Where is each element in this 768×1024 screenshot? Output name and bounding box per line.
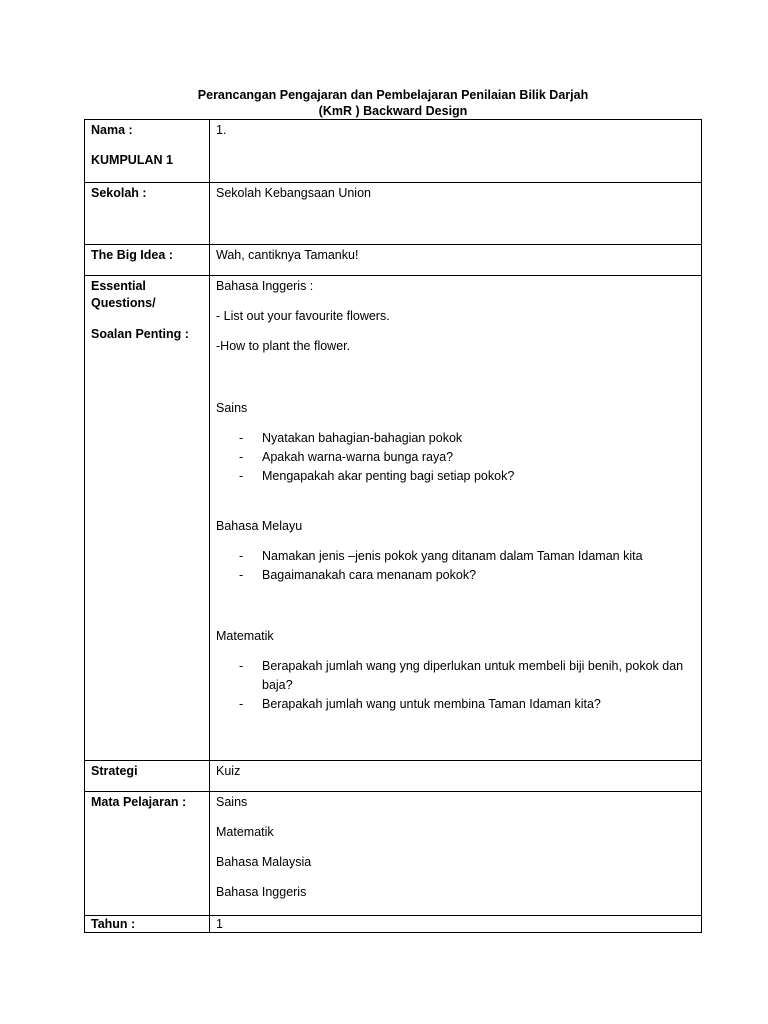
tahun-value: 1	[216, 917, 223, 931]
list-item: - Namakan jenis –jenis pokok yang ditanam dalam Taman Idaman kita	[262, 547, 695, 566]
list-item: - Berapakah jumlah wang yng diperlukan untuk membeli biji benih, pokok dan baja?	[262, 657, 695, 695]
list-item: - Bagaimanakah cara menanam pokok?	[262, 566, 695, 585]
matematik-heading: Matematik	[216, 629, 274, 643]
matematik-list	[216, 657, 695, 714]
row-essential-questions	[85, 276, 702, 761]
value-cell	[210, 245, 702, 276]
value-cell	[210, 183, 702, 245]
melayu-list	[216, 547, 695, 585]
document-subtitle: (KmR ) Backward Design	[318, 104, 468, 118]
sekolah-value: Sekolah Kebangsaan Union	[216, 186, 371, 200]
essential-label: Essential Questions/	[91, 279, 156, 310]
row-big-idea	[85, 245, 702, 276]
sekolah-label: Sekolah :	[91, 186, 147, 200]
value-cell	[210, 792, 702, 916]
mata-pelajaran-label: Mata Pelajaran :	[91, 795, 187, 809]
subject-item: Matematik	[216, 825, 274, 839]
nama-label: Nama :	[91, 123, 133, 137]
nama-value: 1.	[216, 123, 227, 137]
subject-item: Sains	[216, 795, 248, 809]
list-item: - Berapakah jumlah wang untuk membina Taman Idaman kita?	[262, 695, 695, 714]
list-item: - Apakah warna-warna bunga raya?	[262, 448, 695, 467]
row-strategi	[85, 761, 702, 792]
row-sekolah	[85, 183, 702, 245]
row-mata-pelajaran	[85, 792, 702, 916]
lesson-plan-table	[84, 119, 702, 933]
subject-item: Bahasa Inggeris	[216, 885, 307, 899]
label-cell	[85, 916, 210, 933]
label-cell	[85, 120, 210, 183]
melayu-heading: Bahasa Melayu	[216, 519, 303, 533]
value-cell	[210, 276, 702, 761]
subject-item: Bahasa Malaysia	[216, 855, 312, 869]
sains-heading: Sains	[216, 401, 248, 415]
label-cell	[85, 183, 210, 245]
label-cell	[85, 245, 210, 276]
group-name: KUMPULAN 1	[91, 153, 173, 167]
row-nama	[85, 120, 702, 183]
tahun-label: Tahun :	[91, 917, 136, 931]
strategi-value: Kuiz	[216, 764, 241, 778]
inggeris-question: -How to plant the flower.	[216, 339, 351, 353]
label-cell	[85, 792, 210, 916]
inggeris-question: - List out your favourite flowers.	[216, 309, 390, 323]
big-idea-value: Wah, cantiknya Tamanku!	[216, 248, 359, 262]
row-tahun	[85, 916, 702, 933]
list-item: - Nyatakan bahagian-bahagian pokok	[262, 429, 695, 448]
label-cell	[85, 276, 210, 761]
label-cell	[85, 761, 210, 792]
sains-list	[216, 429, 695, 486]
list-item: - Mengapakah akar penting bagi setiap pokok?	[262, 467, 695, 486]
value-cell	[210, 916, 702, 933]
value-cell	[210, 120, 702, 183]
value-cell	[210, 761, 702, 792]
document-title: Perancangan Pengajaran dan Pembelajaran Penilaian Bilik Darjah	[197, 88, 589, 102]
big-idea-label: The Big Idea :	[91, 248, 173, 262]
strategi-label: Strategi	[91, 764, 138, 778]
soalan-penting-label: Soalan Penting :	[91, 327, 189, 341]
inggeris-heading: Bahasa Inggeris :	[216, 279, 314, 293]
